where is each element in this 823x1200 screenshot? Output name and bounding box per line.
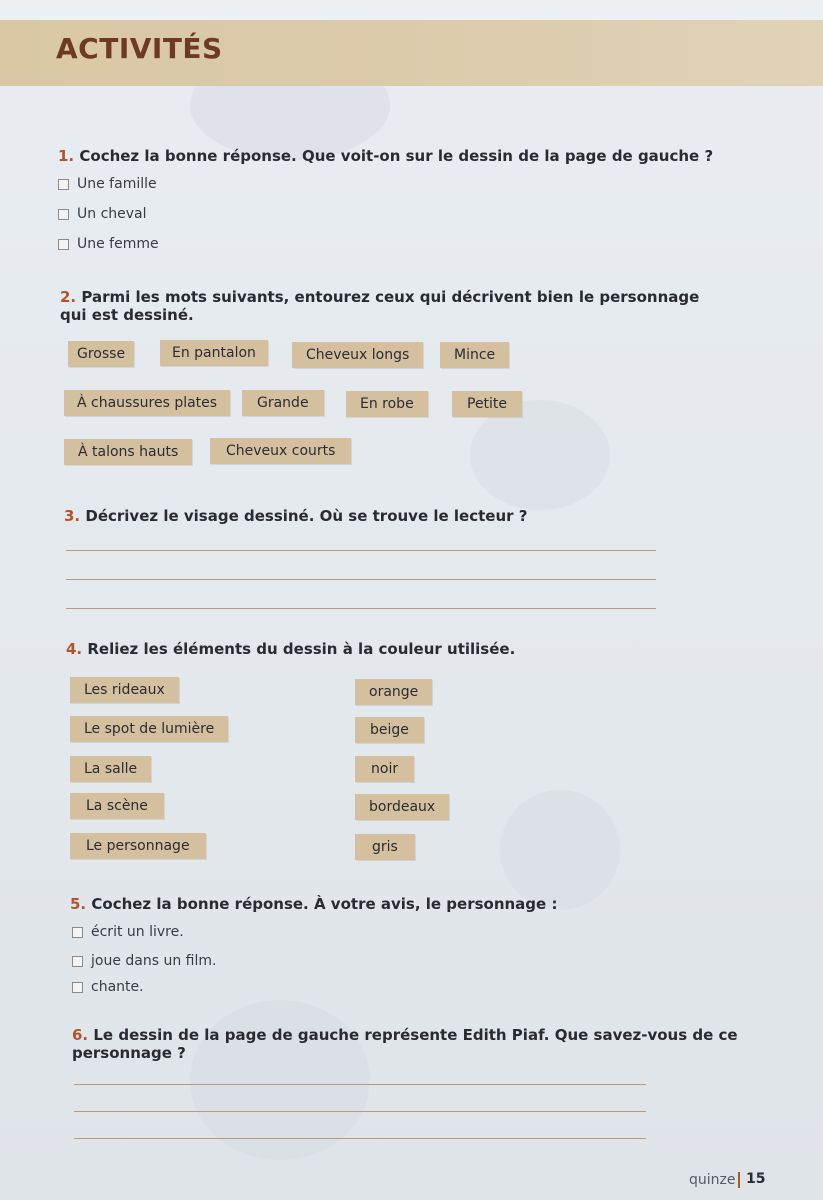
color-tag[interactable]: beige: [355, 717, 424, 743]
background-illustration: [500, 790, 620, 910]
question-6-line2: personnage ?: [72, 1044, 186, 1062]
color-tag[interactable]: noir: [355, 756, 414, 782]
option-label: joue dans un film.: [91, 953, 217, 969]
page-word: quinze: [689, 1172, 736, 1188]
question-number: 6.: [72, 1026, 89, 1044]
question-2: [60, 288, 699, 306]
element-tag[interactable]: Les rideaux: [70, 677, 179, 703]
option-row[interactable]: [72, 979, 144, 995]
answer-line[interactable]: [74, 1084, 646, 1085]
option-row[interactable]: [58, 236, 159, 252]
question-text: Décrivez le visage dessiné. Où se trouve le lecteur ?: [85, 507, 528, 525]
element-tag[interactable]: Le spot de lumière: [70, 716, 228, 742]
option-row[interactable]: [58, 206, 147, 222]
element-tag[interactable]: La scène: [70, 793, 164, 819]
option-row[interactable]: [58, 176, 157, 192]
checkbox[interactable]: [58, 179, 69, 190]
question-number: 2.: [60, 288, 77, 306]
question-2-line2: qui est dessiné.: [60, 306, 194, 324]
top-strip: [0, 0, 823, 20]
checkbox[interactable]: [72, 956, 83, 967]
option-label: écrit un livre.: [91, 924, 184, 940]
question-text: Cochez la bonne réponse. Que voit-on sur le dessin de la page de gauche ?: [79, 147, 714, 165]
color-tag[interactable]: orange: [355, 679, 432, 705]
question-4: [66, 640, 515, 658]
answer-line[interactable]: [66, 579, 656, 580]
footer-separator: [738, 1172, 740, 1188]
question-number: 4.: [66, 640, 83, 658]
page-number: 15: [746, 1171, 766, 1187]
word-tag[interactable]: À chaussures plates: [64, 390, 230, 416]
question-text: Cochez la bonne réponse. À votre avis, le personnage :: [91, 895, 558, 913]
word-tag[interactable]: En robe: [346, 391, 428, 417]
answer-line[interactable]: [74, 1138, 646, 1139]
option-row[interactable]: [72, 924, 184, 940]
question-number: 5.: [70, 895, 87, 913]
checkbox[interactable]: [58, 209, 69, 220]
background-illustration: [190, 1000, 370, 1160]
color-tag[interactable]: bordeaux: [355, 794, 449, 820]
answer-line[interactable]: [66, 608, 656, 609]
color-tag[interactable]: gris: [355, 834, 415, 860]
question-text: Reliez les éléments du dessin à la couleur utilisée.: [87, 640, 516, 658]
question-number: 3.: [64, 507, 81, 525]
question-6: [72, 1026, 738, 1044]
option-row[interactable]: [72, 953, 216, 969]
element-tag[interactable]: Le personnage: [70, 833, 206, 859]
option-label: Un cheval: [77, 206, 147, 222]
element-tag[interactable]: La salle: [70, 756, 151, 782]
answer-line[interactable]: [66, 550, 656, 551]
checkbox[interactable]: [58, 239, 69, 250]
option-label: Une famille: [77, 176, 157, 192]
word-tag[interactable]: Grosse: [68, 341, 134, 367]
answer-line[interactable]: [74, 1111, 646, 1112]
checkbox[interactable]: [72, 927, 83, 938]
question-text: Parmi les mots suivants, entourez ceux qui décrivent bien le personnage: [81, 288, 700, 306]
word-tag[interactable]: Grande: [242, 390, 324, 416]
word-tag[interactable]: En pantalon: [160, 340, 268, 366]
word-tag[interactable]: Cheveux longs: [292, 342, 423, 368]
word-tag[interactable]: Cheveux courts: [210, 438, 351, 464]
question-1: [58, 147, 713, 165]
checkbox[interactable]: [72, 982, 83, 993]
option-label: chante.: [91, 979, 144, 995]
word-tag[interactable]: Petite: [452, 391, 522, 417]
word-tag[interactable]: À talons hauts: [64, 439, 192, 465]
question-number: 1.: [58, 147, 75, 165]
option-label: Une femme: [77, 236, 159, 252]
question-5: [70, 895, 557, 913]
question-text: Le dessin de la page de gauche représente Edith Piaf. Que savez-vous de ce: [93, 1026, 738, 1044]
question-3: [64, 507, 527, 525]
page-title: ACTIVITÉS: [56, 32, 223, 65]
word-tag[interactable]: Mince: [440, 342, 509, 368]
